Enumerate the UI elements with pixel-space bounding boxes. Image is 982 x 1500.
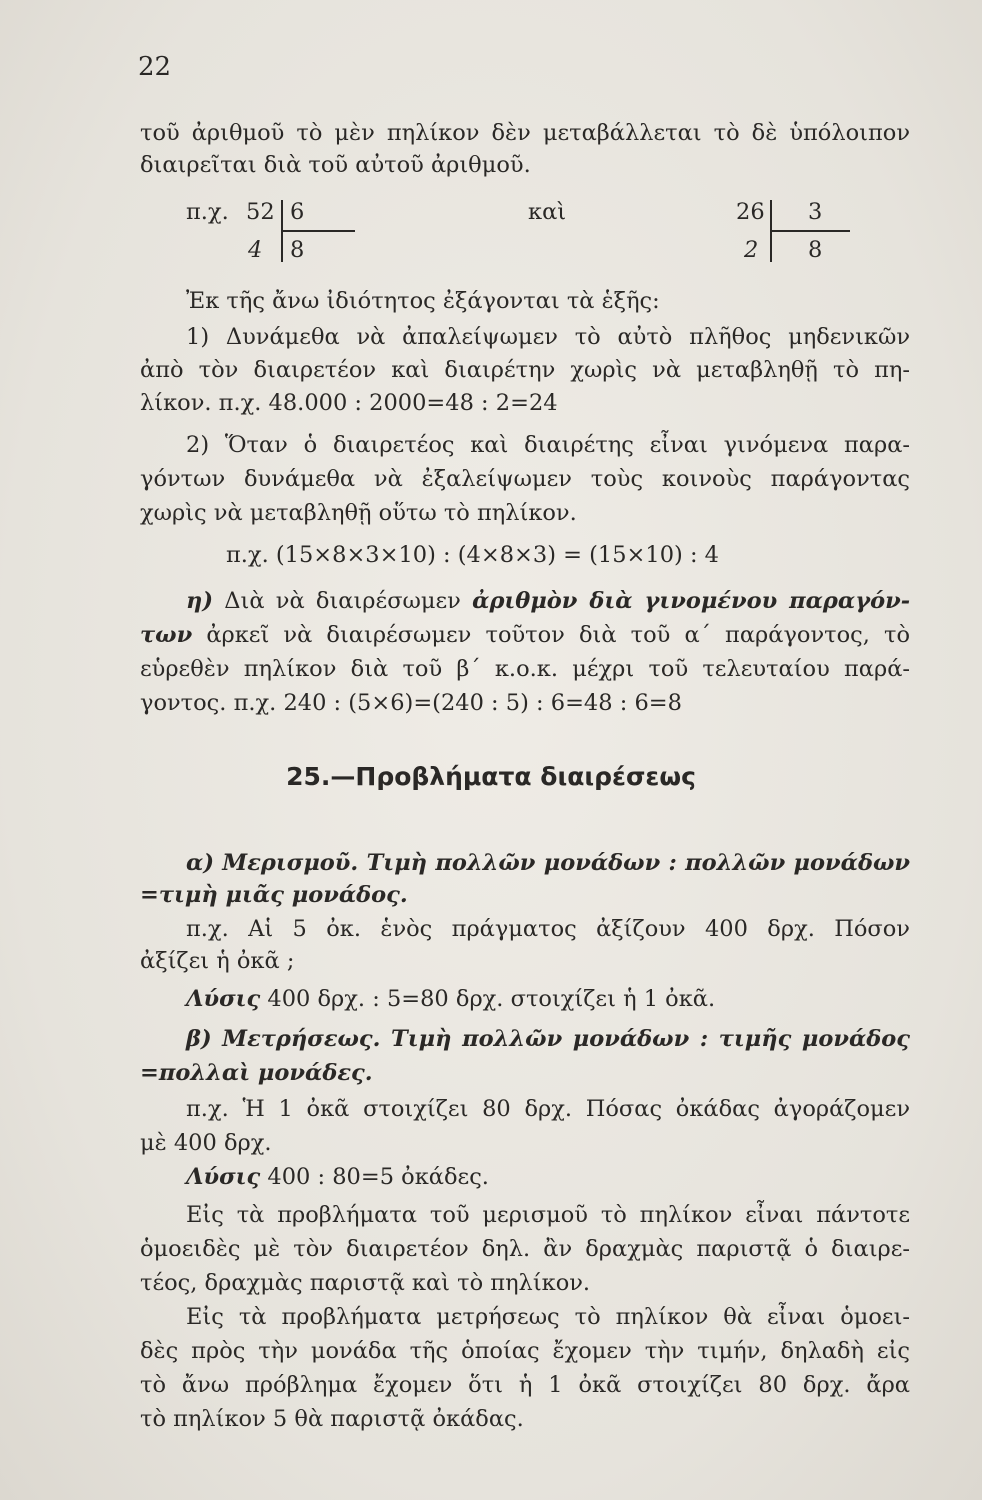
- case-b-example-1: π.χ. Ἡ 1 ὀκᾶ στοιχίζει 80 δρχ. Πόσας ὀκάδας ἀγοράζομεν: [186, 1096, 910, 1122]
- case-b-title-2: =πολλαὶ μονάδες.: [140, 1060, 373, 1086]
- case-b-solution-text: 400 : 80=5 ὀκάδες.: [267, 1164, 489, 1190]
- case-a-title-2: =τιμὴ μιᾶς μονάδος.: [140, 882, 408, 908]
- closing1-line-3: τέος, δραχμὰς παριστᾷ καὶ τὸ πηλίκον.: [140, 1270, 591, 1296]
- rule2-line-3: χωρὶς νὰ μεταβληθῇ οὕτω τὸ πηλίκον.: [140, 500, 577, 526]
- closing2-line-4: τὸ πηλίκον 5 θὰ παριστᾷ ὀκάδας.: [140, 1406, 524, 1432]
- left-divisor: 6: [290, 199, 305, 225]
- right-divisor: 3: [808, 199, 823, 225]
- left-remainder: 4: [248, 237, 263, 263]
- left-dividend: 52: [246, 199, 275, 225]
- rule1-line-3: λίκον. π.χ. 48.000 : 2000=48 : 2=24: [140, 390, 558, 416]
- case-a-example-1: π.χ. Αἱ 5 ὀκ. ἑνὸς πράγματος ἀξίζουν 400 δρχ. Πόσον: [186, 916, 910, 942]
- eta-line-2: [140, 620, 910, 650]
- case-b-example-2: μὲ 400 δρχ.: [140, 1130, 272, 1156]
- case-a-title-1: α) Μερισμοῦ. Τιμὴ πολλῶν μονάδων : πολλῶν μονάδων: [186, 850, 910, 876]
- rule1-line-1: 1) Δυνάμεθα νὰ ἀπαλείψωμεν τὸ αὐτὸ πλῆθος μηδενικῶν: [186, 324, 910, 350]
- case-b-title-1: β) Μετρήσεως. Τιμὴ πολλῶν μονάδων : τιμῆς μονάδος: [186, 1026, 910, 1052]
- section-title: 25.—Προβλήματα διαιρέσεως: [286, 762, 696, 791]
- closing1-line-2: ὁμοειδὲς μὲ τὸν διαιρετέον δηλ. ἂν δραχμὰς παριστᾷ ὁ διαιρε-: [140, 1236, 910, 1262]
- case-b-solution-label: Λύσις: [186, 1164, 261, 1190]
- eta-line-4: γοντος. π.χ. 240 : (5×6)=(240 : 5) : 6=48 : 6=8: [140, 690, 682, 716]
- property-intro: Ἐκ τῆς ἄνω ἰδιότητος ἐξάγονται τὰ ἑξῆς:: [186, 288, 660, 314]
- closing2-line-1: Εἰς τὰ προβλήματα μετρήσεως τὸ πηλίκον θὰ εἶναι ὁμοει-: [186, 1304, 910, 1330]
- right-division-rule: [770, 230, 850, 232]
- eta-bold: ἀριθμὸν διὰ γινομένου παραγόν-: [472, 588, 911, 614]
- case-a-solution: [186, 984, 910, 1014]
- case-a-solution-text: 400 δρχ. : 5=80 δρχ. στοιχίζει ἡ 1 ὀκᾶ.: [267, 986, 716, 1012]
- intro-line-2: διαιρεῖται διὰ τοῦ αὐτοῦ ἀριθμοῦ.: [140, 152, 531, 178]
- rule1-line-2: ἀπὸ τὸν διαιρετέον καὶ διαιρέτην χωρὶς νὰ μεταβληθῇ τὸ πη-: [140, 357, 910, 383]
- rule2-example: π.χ. (15×8×3×10) : (4×8×3) = (15×10) : 4: [226, 542, 720, 568]
- eta-line-3: εὑρεθὲν πηλίκον διὰ τοῦ β΄ κ.ο.κ. μέχρι τοῦ τελευταίου παρά-: [140, 656, 910, 682]
- rule2-line-2: γόντων δυνάμεθα νὰ ἐξαλείψωμεν τοὺς κοινοὺς παράγοντας: [140, 466, 910, 492]
- division-conjunction: καὶ: [528, 199, 567, 225]
- page-number: 22: [138, 52, 172, 82]
- intro-line-1: τοῦ ἀριθμοῦ τὸ μὲν πηλίκον δὲν μεταβάλλεται τὸ δὲ ὑπόλοιπον: [140, 120, 910, 146]
- right-remainder: 2: [744, 237, 759, 263]
- division-prefix: π.χ.: [186, 199, 229, 225]
- case-a-example-2: ἀξίζει ἡ ὀκᾶ ;: [140, 948, 295, 974]
- left-quotient: 8: [290, 237, 305, 263]
- closing2-line-2: δὲς πρὸς τὴν μονάδα τῆς ὁποίας ἔχομεν τὴν τιμήν, δηλαδὴ εἰς: [140, 1338, 910, 1364]
- case-b-solution: [186, 1162, 910, 1192]
- left-division-rule: [281, 230, 355, 232]
- eta-bold-end: των: [140, 622, 193, 648]
- case-a-solution-label: Λύσις: [186, 986, 261, 1012]
- eta-line-2-text: ἀρκεῖ νὰ διαιρέσωμεν τοῦτον διὰ τοῦ α΄ παράγοντος, τὸ: [206, 622, 910, 648]
- rule2-line-1: 2) Ὅταν ὁ διαιρετέος καὶ διαιρέτης εἶναι γινόμενα παρα-: [186, 432, 910, 458]
- right-quotient: 8: [808, 237, 823, 263]
- eta-label: η): [186, 588, 214, 614]
- closing1-line-1: Εἰς τὰ προβλήματα τοῦ μερισμοῦ τὸ πηλίκον εἶναι πάντοτε: [186, 1202, 910, 1228]
- right-dividend: 26: [736, 199, 765, 225]
- eta-text-start: Διὰ νὰ διαιρέσωμεν: [224, 588, 461, 614]
- closing2-line-3: τὸ ἄνω πρόβλημα ἔχομεν ὅτι ἡ 1 ὀκᾶ στοιχίζει 80 δρχ. ἄρα: [140, 1372, 910, 1398]
- eta-line-1: [186, 586, 910, 616]
